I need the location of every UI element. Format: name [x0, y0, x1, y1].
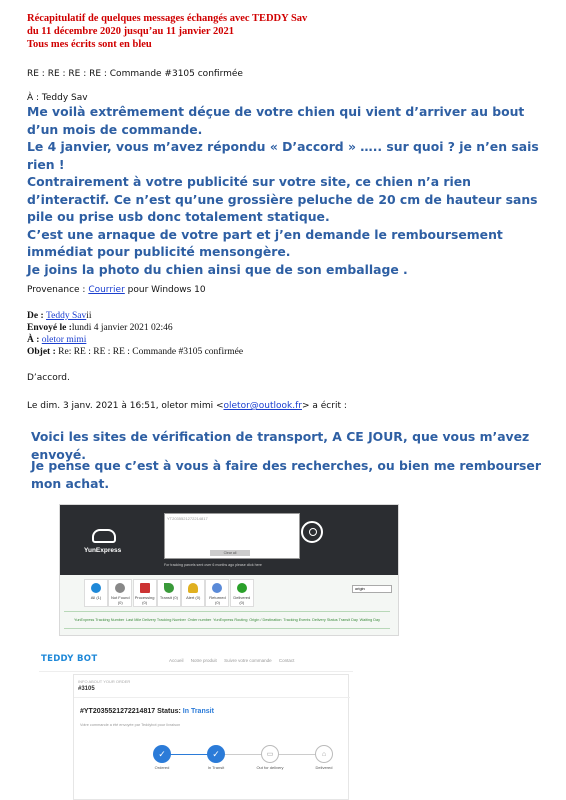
origin-select[interactable]: origin	[352, 585, 392, 593]
check-icon	[237, 583, 247, 593]
yunexpress-brand: YunExpress	[84, 547, 122, 554]
from-label: De :	[27, 311, 46, 321]
email1-body	[27, 103, 547, 278]
quote-email-link[interactable]: oletor@outlook.fr	[223, 401, 302, 411]
step-delivered	[306, 745, 342, 770]
nav-home[interactable]: Accueil	[169, 658, 184, 663]
email2-quote	[27, 400, 347, 412]
filter-label: Alert (0)	[186, 595, 201, 600]
step-label: Ordered	[154, 765, 170, 770]
filter-transit[interactable]	[157, 579, 181, 607]
email2-sent	[27, 322, 173, 334]
tracking-table-header	[64, 611, 390, 629]
cloud-logo-icon	[92, 529, 116, 543]
summary-header	[27, 12, 527, 51]
tracking-input[interactable]: YT2035521272214817	[164, 513, 300, 559]
email1-para-5: Je joins la photo du chien ainsi que de son emballage .	[27, 261, 408, 277]
status-value: In Transit	[182, 708, 214, 715]
teddybot-logo[interactable]: TEDDY BOT	[41, 654, 98, 664]
email3-para-1: Voici les sites de vérification de transport, A CE JOUR, que vous m’avez envoyé.	[31, 429, 530, 462]
step-ordered	[144, 745, 180, 770]
filter-not-found[interactable]	[108, 579, 132, 607]
email1-to: À : Teddy Sav	[27, 93, 88, 103]
yunexpress-header	[60, 505, 399, 575]
filter-returned[interactable]	[205, 579, 229, 607]
to-link[interactable]: oletor mimi	[41, 335, 87, 345]
globe-icon	[91, 583, 101, 593]
filter-label: Not Found (0)	[110, 595, 130, 605]
filter-delivered[interactable]	[230, 579, 254, 607]
filter-alert[interactable]	[181, 579, 205, 607]
quote-suffix: > a écrit :	[301, 401, 347, 411]
provenance-suffix: pour Windows 10	[124, 285, 206, 295]
summary-line-1: Récapitulatif de quelques messages échangés avec TEDDY Sav	[27, 13, 308, 24]
col-header: YunExpress Tracking Number	[74, 618, 125, 622]
nav-product[interactable]: Notre produit	[190, 658, 217, 663]
step-label: Delivered	[315, 765, 333, 770]
bell-icon	[188, 583, 198, 593]
order-info-label: INFO ABOUT YOUR ORDER	[78, 679, 131, 684]
courrier-link[interactable]: Courrier	[88, 285, 125, 295]
home-icon: ⌂	[315, 745, 333, 763]
email1-subject: RE : RE : RE : RE : Commande #3105 confirmée	[27, 69, 243, 79]
summary-line-3: Tous mes écrits sont en bleu	[27, 39, 152, 50]
check-icon: ✓	[207, 745, 225, 763]
col-header: Origin / Destination	[249, 618, 282, 622]
filter-label: Transit (0)	[159, 595, 178, 600]
progress-steps	[144, 745, 353, 795]
summary-line-2: du 11 décembre 2020 jusqu’au 11 janvier 2021	[27, 26, 235, 37]
order-number: #3105	[78, 686, 95, 692]
email2-subject	[27, 346, 243, 358]
question-icon	[115, 583, 125, 593]
email2-from	[27, 310, 92, 322]
divider	[74, 697, 350, 698]
from-suffix: ii	[86, 311, 92, 321]
col-header: Waiting Day	[359, 618, 380, 622]
plane-icon	[164, 583, 174, 593]
filter-label: Delivered (0)	[233, 595, 251, 605]
filter-processing[interactable]	[133, 579, 157, 607]
subject-label: Objet :	[27, 347, 59, 357]
filter-all[interactable]	[84, 579, 108, 607]
refresh-icon	[212, 583, 222, 593]
tracking-number: #YT2035521272214817	[80, 708, 156, 715]
nav-track-order[interactable]: Suivre votre commande	[224, 658, 272, 663]
email3-para-2: Je pense que c’est à vous à faire des recherches, ou bien me rembourser mon achat.	[31, 458, 541, 491]
subject-value: Re: RE : RE : RE : Commande #3105 confirmée	[58, 347, 244, 357]
step-in-transit	[198, 745, 234, 770]
col-header: Tracking Events	[283, 618, 311, 622]
email1-para-2: Le 4 janvier, vous m’avez répondu « D’accord » ….. sur quoi ? je n’en sais rien !	[27, 139, 539, 172]
nav-contact[interactable]: Contact	[278, 658, 295, 663]
yunexpress-screenshot	[59, 504, 399, 636]
sent-value: lundi 4 janvier 2021 02:46	[71, 323, 173, 333]
email1-para-4: C’est une arnaque de votre part et j’en demande le remboursement immédiat pour publicité mensongère.	[27, 226, 503, 259]
col-header: Last Mile Delivery Tracking Number	[125, 618, 186, 622]
sent-label: Envoyé le :	[27, 323, 72, 333]
email1-provenance	[27, 284, 206, 296]
col-header: Delivery Status Transit Day	[312, 618, 358, 622]
check-icon: ✓	[153, 745, 171, 763]
from-link[interactable]: Teddy Sav	[46, 311, 87, 321]
teddybot-screenshot	[39, 650, 353, 800]
filter-label: Processing (0)	[134, 595, 155, 605]
step-out-for-delivery	[252, 745, 288, 770]
tracking-hint: For tracking parcels sent over 6 months ago please click here	[164, 563, 262, 567]
tracking-status	[80, 708, 214, 715]
teddybot-topbar	[39, 650, 353, 672]
truck-icon: ▭	[261, 745, 279, 763]
status-label: Status:	[157, 708, 181, 715]
clear-all-button[interactable]: Clear all	[210, 550, 250, 556]
email2-body: D’accord.	[27, 373, 70, 383]
order-card	[73, 674, 349, 800]
provenance-prefix: Provenance :	[27, 285, 89, 295]
email1-para-3: Contrairement à votre publicité sur votre site, ce chien n’a rien d’interactif. Ce n’est qu’une grossière peluche de 20 cm de hauteur sans pile ou prise usb donc totalement statique.	[27, 174, 538, 224]
calendar-icon	[140, 583, 150, 593]
step-label: In Transit	[207, 765, 225, 770]
col-header: YunExpress Routing	[213, 618, 248, 622]
search-icon[interactable]	[301, 521, 323, 543]
teddybot-nav	[169, 658, 300, 663]
filter-label: Returned (0)	[209, 595, 226, 605]
shipment-note: Votre commande a été envoyée par Teddybot pour livraison	[80, 723, 181, 727]
step-label: Out for delivery	[256, 765, 284, 770]
email2-to	[27, 334, 86, 346]
to-label: À :	[27, 335, 42, 345]
filter-label: All (1)	[90, 595, 102, 600]
status-filter-bar	[60, 579, 399, 609]
email1-para-1: Me voilà extrêmement déçue de votre chien qui vient d’arriver au bout d’un mois de commande.	[27, 104, 525, 137]
quote-prefix: Le dim. 3 janv. 2021 à 16:51, oletor mimi <	[27, 401, 224, 411]
col-header: Order number	[187, 618, 212, 622]
